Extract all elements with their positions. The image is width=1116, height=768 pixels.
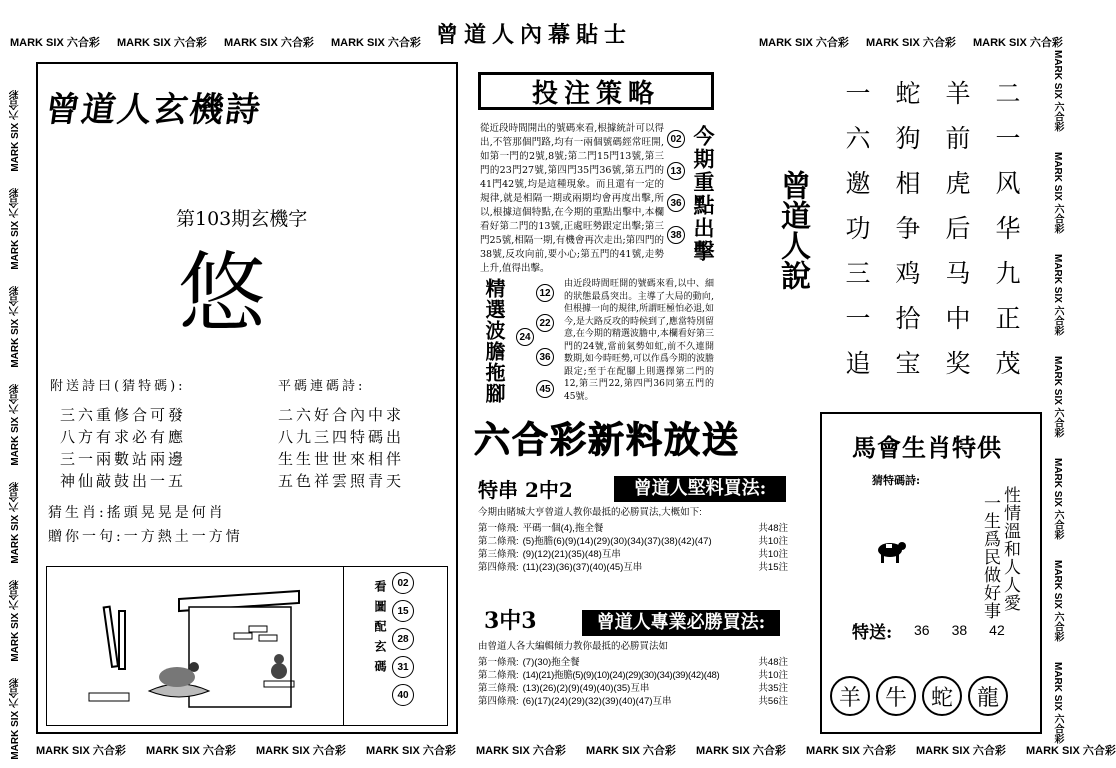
sec1-row	[478, 548, 788, 561]
watermark-text: MARK SIX 六合彩	[806, 745, 896, 757]
focus-number: 38	[667, 226, 685, 244]
watermark-text: MARK SIX 六合彩	[366, 745, 456, 757]
row-note: 共48注	[758, 657, 788, 668]
gift-banner: 六合彩新料放送	[474, 419, 741, 461]
sec1-badge: 特串 2中2	[478, 478, 573, 502]
sec2-table	[478, 640, 788, 708]
sec1-intro-row	[478, 506, 788, 519]
side-number: 02	[392, 572, 414, 594]
ping-line: 八九三四特碼出	[278, 428, 405, 446]
zodiac-circle: 羊	[830, 676, 870, 716]
sec1-row	[478, 522, 788, 535]
row-note: 共48注	[758, 523, 788, 534]
zodiac-title: 馬會生肖特供	[852, 433, 1002, 462]
side-label: 看圖配玄碼	[373, 580, 387, 680]
watermark-text: MARK SIX 六合彩	[10, 286, 21, 368]
hen-illustration	[49, 571, 339, 721]
watermark-text: MARK SIX 六合彩	[973, 37, 1063, 49]
wave-number: 24	[516, 328, 534, 346]
watermark-text: MARK SIX 六合彩	[36, 745, 126, 757]
zodiac-poem-line: 性情溫和人人愛	[1000, 486, 1020, 612]
grid-column: 一六邀功三一追	[842, 80, 871, 395]
sec2-row	[478, 695, 788, 708]
row-label: 第二條飛:	[478, 670, 519, 681]
gift-sentence: 贈你一句:一方熱土一方情	[48, 529, 243, 545]
row-note: 共56注	[758, 696, 788, 707]
focus-number: 36	[667, 194, 685, 212]
side-number: 15	[392, 600, 414, 622]
watermark-text: MARK SIX 六合彩	[696, 745, 786, 757]
poem-line: 八方有求必有應	[60, 428, 187, 446]
poem-line: 神仙敲鼓出一五	[60, 472, 187, 490]
grid-column: 羊前虎后马中奖	[942, 80, 971, 395]
sec1-title: 曾道人堅料買法:	[614, 476, 786, 502]
sec2-row	[478, 669, 788, 682]
tesong-number: 38	[951, 622, 968, 638]
row-nums: (5)拖膽(6)(9)(14)(29)(30)(34)(37)(38)(42)(47)	[522, 536, 712, 547]
side-number: 31	[392, 656, 414, 678]
strategy-text: 從近段時間開出的號碼來看,根據統計可以得出,不管那個門路,均有一兩個號碼經常旺開,如第一門的2號,8號;第二門15門13號,第三門的23門27號,第四門35門36號,第五門的41門42號,均是這種現象。而且還有一定的規律,就是相隔一期或兩期均會再度出擊,所以,根據這個特點,在今期的重點出擊中,本欄看好第二門的13號,正處旺勢跟定出擊;第三門25號,相隔一期,有機會再次走出;第四門的38號,反攻向前,要小心;第五門的41號,走勢上升,值得出擊。	[480, 123, 664, 274]
strategy-title: 投注策略	[531, 78, 660, 109]
sec2-row	[478, 656, 788, 669]
row-label: 第三條飛:	[478, 683, 519, 694]
poem-line: 三六重修合可發	[60, 406, 187, 424]
watermark-text: MARK SIX 六合彩	[10, 678, 21, 760]
wave-number: 12	[536, 284, 554, 302]
focus-numbers	[667, 130, 685, 244]
watermark-text: MARK SIX 六合彩	[10, 384, 21, 466]
tesong-number: 42	[989, 622, 1005, 638]
zodiac-poem-label: 猜特碼詩:	[872, 474, 921, 487]
row-label: 第四條飛:	[478, 696, 519, 707]
row-label: 第三條飛:	[478, 549, 519, 560]
picture-box	[46, 566, 448, 726]
watermark-text: MARK SIX 六合彩	[224, 37, 314, 49]
wave-numbers	[519, 284, 562, 404]
watermark-text: MARK SIX 六合彩	[586, 745, 676, 757]
row-label: 第一條飛:	[478, 657, 519, 668]
poem-line: 三一兩數站兩邊	[60, 450, 187, 468]
watermark-text: MARK SIX 六合彩	[117, 37, 207, 49]
wave-number: 36	[536, 348, 554, 366]
watermark-text: MARK SIX 六合彩	[146, 745, 236, 757]
sec2-intro-row	[478, 640, 788, 653]
tesong-number: 36	[914, 622, 930, 638]
zodiac-circle: 牛	[876, 676, 916, 716]
guess-zodiac: 猜生肖:搖頭晃晃是何肖	[48, 505, 226, 521]
row-nums: (11)(23)(36)(37)(40)(45)互串	[522, 562, 643, 573]
zodiac-circles	[830, 676, 1014, 716]
watermark-text: MARK SIX 六合彩	[476, 745, 566, 757]
sec2-badge: 3中3	[484, 608, 537, 634]
row-nums: (9)(12)(21)(35)(48)互串	[522, 549, 621, 560]
side-number: 28	[392, 628, 414, 650]
row-label: 第四條飛:	[478, 562, 519, 573]
watermark-text: MARK SIX 六合彩	[10, 90, 21, 172]
zodiac-poem-line: 一生爲民做好事	[980, 494, 1000, 620]
poem-block	[60, 404, 186, 492]
zodiac-panel	[820, 412, 1042, 734]
issue-label: 第103期玄機字	[176, 208, 308, 230]
wave-number: 22	[536, 314, 554, 332]
focus-number: 13	[667, 162, 685, 180]
grid-column: 蛇狗相争鸡拾宝	[892, 80, 921, 395]
ping-line: 生生世世來相伴	[278, 450, 405, 468]
header-title: 曾道人內幕貼士	[432, 18, 636, 49]
row-nums: (14)(21)拖膽(5)(9)(10)(24)(29)(30)(34)(39)(42)(48)	[522, 670, 720, 681]
tesong-numbers	[914, 622, 1005, 638]
ox-icon	[872, 536, 908, 564]
watermark-text: MARK SIX 六合彩	[10, 188, 21, 270]
side-number: 40	[392, 684, 414, 706]
watermark-text: MARK SIX 六合彩	[256, 745, 346, 757]
row-label: 第一條飛:	[478, 523, 519, 534]
sec1-row	[478, 535, 788, 548]
focus-label: 今期重點出擊	[691, 125, 716, 263]
ping-line: 二六好合內中求	[278, 406, 405, 424]
row-nums: (13)(26)(2)(9)(49)(40)(35)互串	[522, 683, 650, 694]
side-numbers	[392, 572, 414, 706]
watermark-text: MARK SIX 六合彩	[10, 37, 100, 49]
watermark-text: MARK SIX 六合彩	[1052, 458, 1063, 540]
watermark-text: MARK SIX 六合彩	[1052, 662, 1063, 744]
zodiac-circle: 蛇	[922, 676, 962, 716]
tesong-label: 特送:	[852, 623, 893, 643]
left-panel	[36, 62, 458, 734]
row-note: 共15注	[758, 562, 788, 573]
row-note: 共35注	[758, 683, 788, 694]
ping-block	[278, 404, 404, 492]
row-note: 共10注	[758, 549, 788, 560]
watermark-text: MARK SIX 六合彩	[10, 580, 21, 662]
vertical-title: 曾道人說	[775, 170, 810, 290]
wave-label: 精選波膽拖腳	[482, 278, 506, 404]
watermark-text: MARK SIX 六合彩	[1026, 745, 1116, 757]
focus-number: 02	[667, 130, 685, 148]
ping-label: 平碼連碼詩:	[278, 379, 366, 394]
row-note: 共10注	[758, 536, 788, 547]
watermark-text: MARK SIX 六合彩	[331, 37, 421, 49]
watermark-text: MARK SIX 六合彩	[1052, 356, 1063, 438]
row-label: 第二條飛:	[478, 536, 519, 547]
watermark-text: MARK SIX 六合彩	[1052, 152, 1063, 234]
wave-text: 由近段時間旺開的號碼來看,以中、細的狀態最爲突出。主導了大局的動向,但根據一向的規律,所謂旺極怕必退,如今,是大路反攻的時候到了,應當特別留意,在今期的精選波膽中,本欄看好第三門的24號,當前氣勢如虹,前不久連開數期,如今時旺勢,可以作爲今期的波膽跟定;至于在配腳上則選擇第二門的12,第三門22,第四門36同第五門的45號。	[564, 279, 714, 402]
row-note: 共10注	[758, 670, 788, 681]
watermark-text: MARK SIX 六合彩	[866, 37, 956, 49]
sec1-intro: 今期由賭城大亨曾道人教你最抵的必勝買法,大概如下:	[478, 507, 702, 518]
watermark-text: MARK SIX 六合彩	[1052, 560, 1063, 642]
poem-label: 附送詩曰(猜特碼):	[50, 379, 186, 394]
strategy-header	[478, 72, 714, 110]
sec1-row	[478, 561, 788, 574]
ping-line: 五色祥雲照青天	[278, 472, 405, 490]
sec1-table	[478, 506, 788, 574]
grid-column: 二一风华九正茂	[992, 80, 1021, 395]
watermark-text: MARK SIX 六合彩	[916, 745, 1006, 757]
zodiac-circle: 龍	[968, 676, 1008, 716]
watermark-text: MARK SIX 六合彩	[759, 37, 849, 49]
watermark-text: MARK SIX 六合彩	[1052, 50, 1063, 132]
sec2-title: 曾道人專業必勝買法:	[582, 610, 780, 636]
wave-number: 45	[536, 380, 554, 398]
left-title: 曾道人玄機詩	[42, 90, 265, 130]
row-nums: 平碼一個(4),拖全餐	[522, 523, 604, 534]
row-nums: (7)(30)拖全餐	[522, 657, 580, 668]
side-box	[343, 566, 450, 726]
watermark-text: MARK SIX 六合彩	[10, 482, 21, 564]
big-character: 悠	[178, 242, 267, 345]
sec2-row	[478, 682, 788, 695]
row-nums: (6)(17)(24)(29)(32)(39)(40)(47)互串	[522, 696, 672, 707]
watermark-text: MARK SIX 六合彩	[1052, 254, 1063, 336]
sec2-intro: 由曾道人各大編輯傾力教你最抵的必勝買法如	[478, 641, 669, 652]
